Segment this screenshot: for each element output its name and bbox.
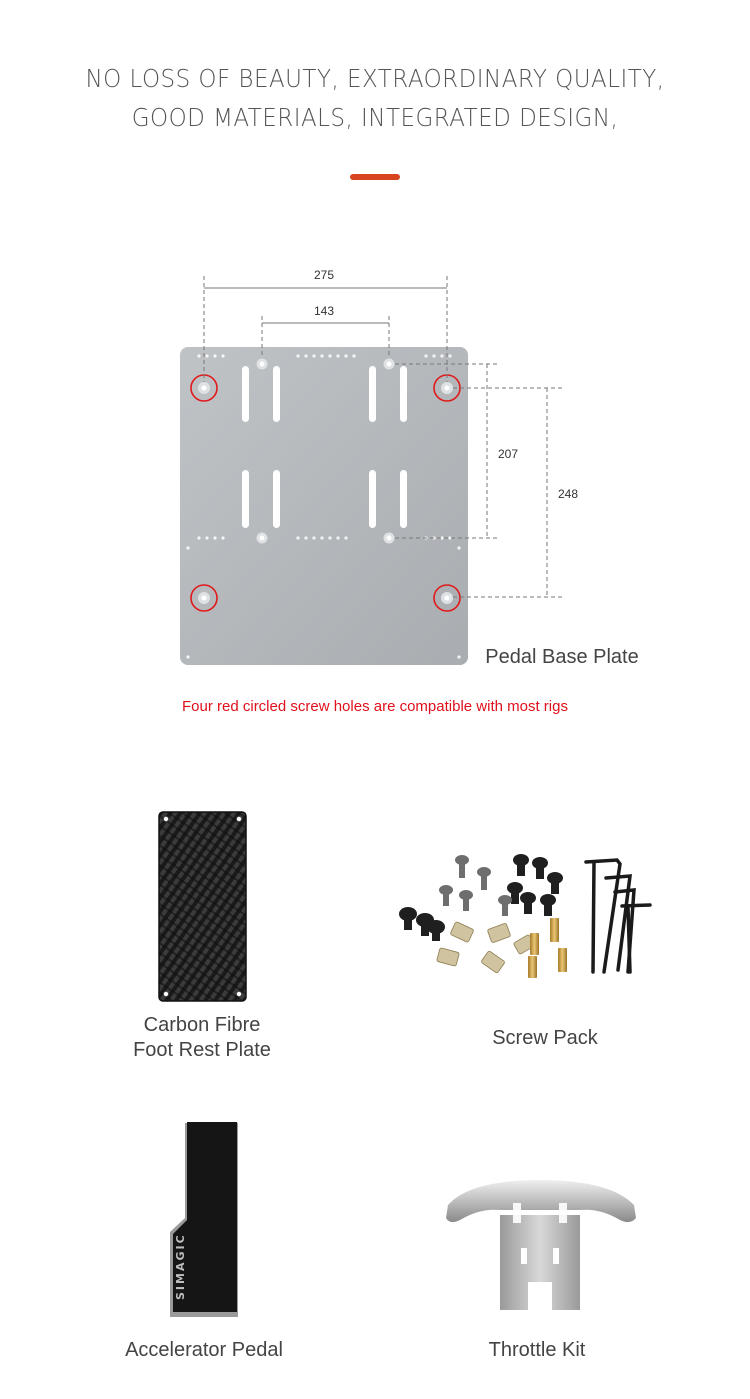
headline-line-2: GOOD MATERIALS, INTEGRATED DESIGN,	[131, 103, 619, 132]
carbon-plate-label	[102, 1013, 302, 1063]
screw-pack-label: Screw Pack	[492, 1027, 598, 1049]
dim-248-label: 248	[557, 487, 579, 501]
pedal-base-plate	[180, 347, 468, 665]
screw-pack-image	[399, 854, 650, 978]
dim-207-label: 207	[497, 447, 519, 461]
dim-143-label: 143	[313, 304, 335, 318]
throttle-kit-label: Throttle Kit	[488, 1339, 586, 1361]
carbon-plate-label-line1: Carbon Fibre	[143, 1014, 261, 1036]
accelerator-pedal-image	[170, 1122, 238, 1317]
base-plate-label: Pedal Base Plate	[485, 646, 639, 668]
carbon-fibre-plate-image	[159, 812, 246, 1001]
throttle-kit-image	[446, 1180, 636, 1310]
accelerator-pedal-label: Accelerator Pedal	[125, 1339, 283, 1361]
simagic-logo: SIMAGIC	[174, 1233, 187, 1300]
headline-line-1: NO LOSS OF BEAUTY, EXTRAORDINARY QUALITY,	[85, 64, 665, 93]
dim-275-label: 275	[313, 268, 335, 282]
compatibility-note: Four red circled screw holes are compatible with most rigs	[182, 698, 568, 715]
carbon-plate-label-line2: Foot Rest Plate	[133, 1039, 271, 1061]
